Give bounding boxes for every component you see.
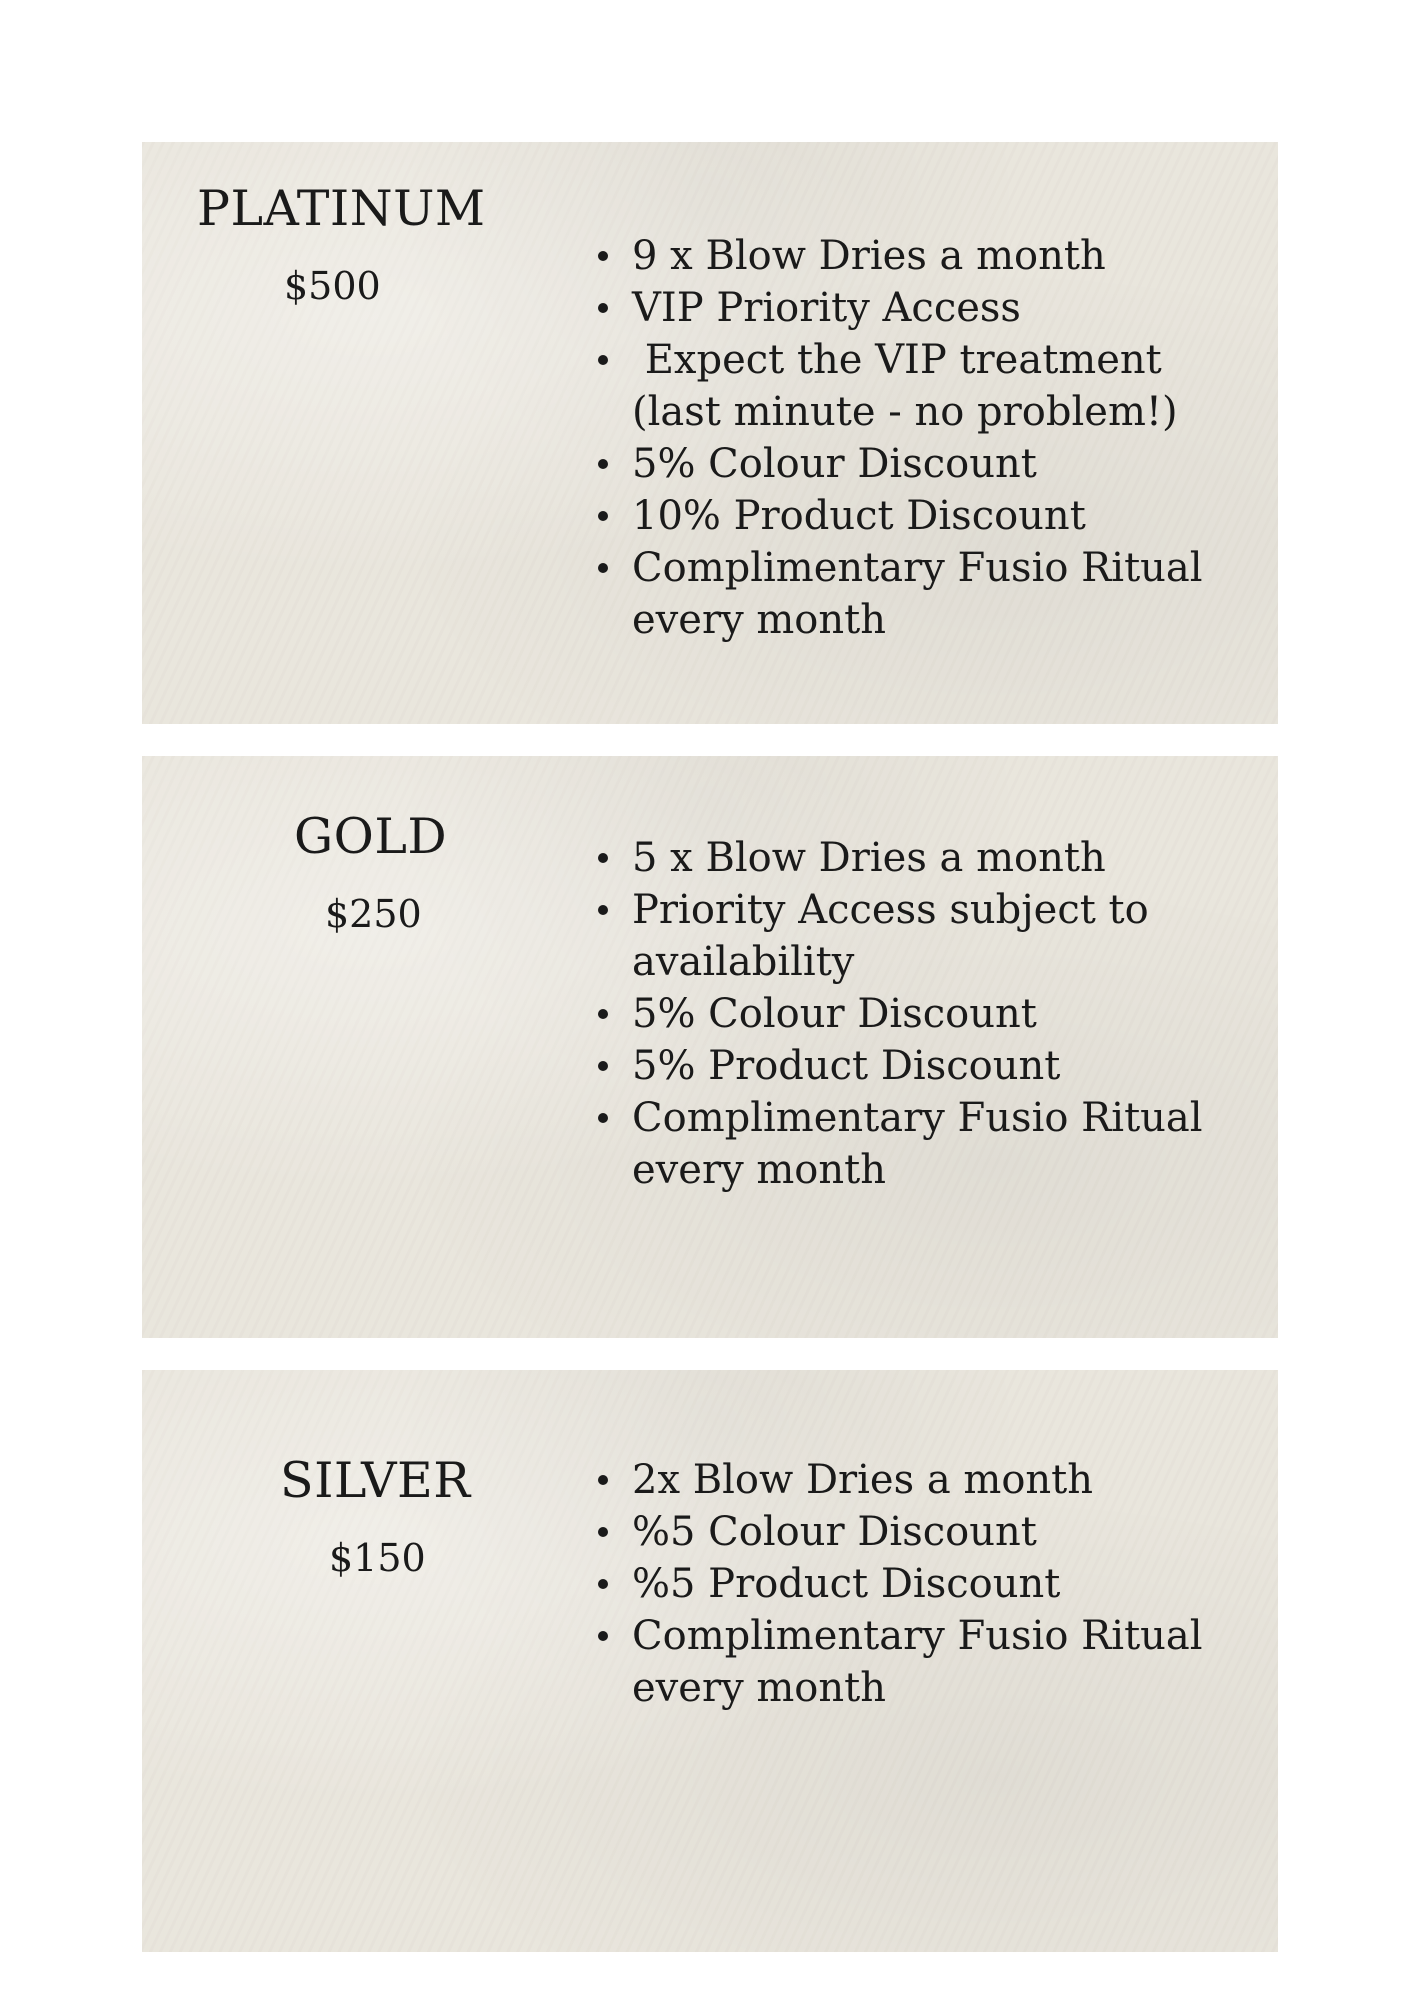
bullet-icon <box>598 1061 608 1071</box>
feature-item: 5% Colour Discount <box>632 438 1252 490</box>
bullet-icon <box>598 1009 608 1019</box>
platinum-card <box>142 142 1278 724</box>
bullet-icon <box>598 1631 608 1641</box>
bullet-icon <box>598 303 608 313</box>
feature-item: %5 Colour Discount <box>632 1506 1252 1558</box>
tier-name-silver: SILVER <box>280 1452 471 1509</box>
feature-list-silver <box>632 1454 1252 1714</box>
bullet-icon <box>598 459 608 469</box>
bullet-icon <box>598 1475 608 1485</box>
feature-list-gold <box>632 832 1252 1196</box>
bullet-icon <box>598 563 608 573</box>
feature-item: 5 x Blow Dries a month <box>632 832 1252 884</box>
tier-price-silver: $150 <box>329 1536 426 1580</box>
feature-item: 9 x Blow Dries a month <box>632 230 1252 282</box>
feature-list-platinum <box>632 230 1252 646</box>
gold-card <box>142 756 1278 1338</box>
bullet-icon <box>598 1527 608 1537</box>
feature-item: Complimentary Fusio Ritual every month <box>632 1610 1252 1714</box>
tier-price-gold: $250 <box>325 892 422 936</box>
feature-item: %5 Product Discount <box>632 1558 1252 1610</box>
bullet-icon <box>598 251 608 261</box>
tier-name-platinum: PLATINUM <box>197 180 486 237</box>
bullet-icon <box>598 1579 608 1589</box>
bullet-icon <box>598 905 608 915</box>
tier-price-platinum: $500 <box>284 264 381 308</box>
feature-item: Complimentary Fusio Ritual every month <box>632 1092 1252 1196</box>
tier-name-gold: GOLD <box>294 808 448 865</box>
feature-item: 2x Blow Dries a month <box>632 1454 1252 1506</box>
bullet-icon <box>598 853 608 863</box>
feature-item: 10% Product Discount <box>632 490 1252 542</box>
bullet-icon <box>598 1113 608 1123</box>
feature-item: Priority Access subject to availability <box>632 884 1252 988</box>
silver-card <box>142 1370 1278 1952</box>
feature-item: VIP Priority Access <box>632 282 1252 334</box>
feature-item: 5% Product Discount <box>632 1040 1252 1092</box>
feature-item: Expect the VIP treatment (last minute - no problem!) <box>632 334 1252 438</box>
feature-item: Complimentary Fusio Ritual every month <box>632 542 1252 646</box>
bullet-icon <box>598 511 608 521</box>
bullet-icon <box>598 355 608 365</box>
feature-item: 5% Colour Discount <box>632 988 1252 1040</box>
